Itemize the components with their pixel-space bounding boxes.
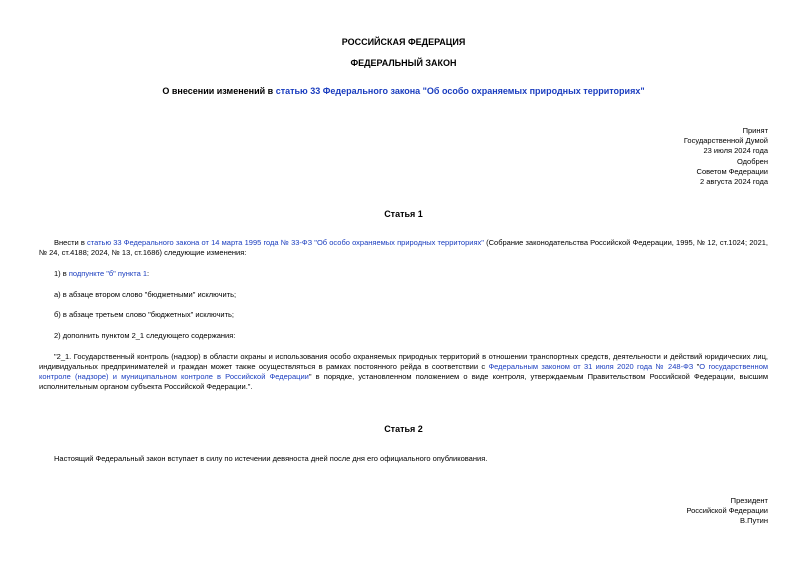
item-1-link[interactable]: подпункте "б" пункта 1 (68, 269, 147, 278)
quote-link-248fz[interactable]: Федеральным законом от 31 июля 2020 года № 248-ФЗ (488, 362, 694, 371)
article-1-item-b: б) в абзаце третьем слово "бюджетных" исключить; (54, 310, 235, 319)
country-heading: РОССИЙСКАЯ ФЕДЕРАЦИЯ (341, 37, 466, 47)
article-1-intro-suffix: (Собрание законодательства Российской Федерации, 1995, № 12, ст.1024; 2021, № 24, ст.4188; 2024, № 13, ст.1686) следующие изменения: (39, 238, 769, 257)
quote-part-1: "2_1. Государственный контроль (надзор) в области охраны и использования особо охраняемых природных территорий в отношении транспортных средств, деятельности и действий юридических лиц, индивидуальных предпринимателей и граждан может также осуществляться в рамках постоянного рейда в соответствии с (39, 352, 768, 371)
item-1-prefix: 1) в (54, 269, 69, 278)
article-2-text: Настоящий Федеральный закон вступает в силу по истечении девяноста дней после дня его официального опубликования. (54, 454, 488, 463)
quote-link-control-law[interactable]: О государственном контроле (надзоре) и муниципальном контроле в Российской Федерации (39, 362, 769, 381)
quote-part-2: " (693, 362, 700, 371)
law-title-link[interactable]: статью 33 Федерального закона "Об особо охраняемых природных территориях" (275, 86, 645, 96)
adoption-line: 23 июля 2024 года (703, 146, 768, 156)
item-1-suffix: : (147, 269, 150, 278)
signature-block (686, 496, 768, 527)
article-1-item-1 (39, 269, 768, 279)
adoption-line: Принят (742, 126, 768, 135)
article-1-heading: Статья 1 (384, 209, 423, 219)
article-1-quote (39, 352, 768, 392)
article-1-intro (39, 238, 768, 258)
doc-type-heading: ФЕДЕРАЛЬНЫЙ ЗАКОН (350, 58, 457, 68)
signature-line: Российской Федерации (686, 506, 768, 516)
adoption-line: Советом Федерации (696, 166, 768, 176)
article-1-intro-link[interactable]: статью 33 Федерального закона от 14 марта 1995 года № 33-ФЗ "Об особо охраняемых природных территориях" (87, 238, 484, 247)
article-1-item-2: 2) дополнить пунктом 2_1 следующего содержания: (54, 331, 236, 340)
law-title-prefix: О внесении изменений в (162, 86, 276, 96)
article-1-intro-prefix: Внести в (54, 238, 88, 247)
adoption-block (684, 126, 768, 187)
article-1-item-a: а) в абзаце втором слово "бюджетными" исключить; (54, 290, 237, 299)
law-title (0, 86, 807, 97)
quote-part-3: " в порядке, установленном положением о виде контроля, утверждаемым Правительством Российской Федерации, высшим исполнительным органом субъекта Российской Федерации.". (39, 372, 768, 391)
adoption-line: Одобрен (737, 156, 768, 166)
adoption-line: 2 августа 2024 года (699, 176, 768, 186)
signature-line: В.Путин (740, 516, 768, 526)
article-2-heading: Статья 2 (384, 424, 423, 434)
signature-line: Президент (730, 496, 768, 505)
adoption-line: Государственной Думой (683, 136, 768, 146)
